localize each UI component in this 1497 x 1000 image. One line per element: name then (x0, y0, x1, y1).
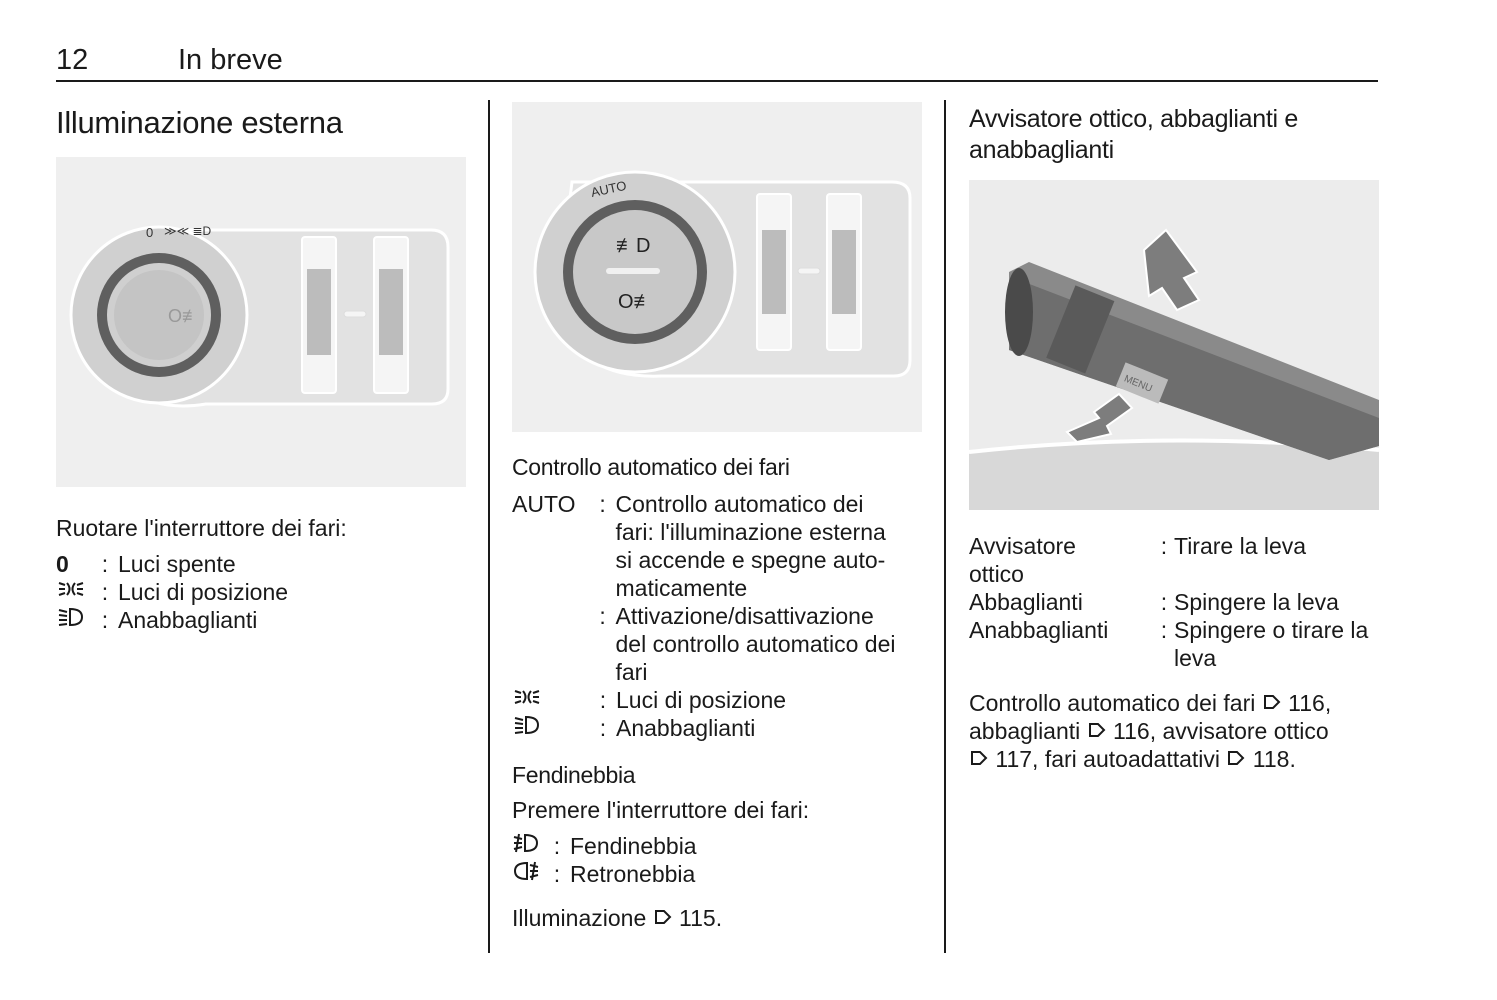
front-fog-icon (512, 832, 548, 860)
cross-reference: Controllo automatico dei fari 116, abbaglianti 116, avvisatore ottico 117, fari autoadattativi 118. (969, 690, 1332, 772)
item-description: Spingere o tirare la leva (1174, 617, 1369, 671)
list-item: : Anabbaglianti (56, 606, 468, 634)
list-item: Avvisatore ottico : Tirare la leva (969, 533, 1307, 587)
page-ref-icon (1262, 689, 1282, 717)
page-header (56, 44, 1378, 82)
page-ref[interactable]: 117, fari autoadattativi (995, 746, 1220, 772)
page-ref-icon (1087, 717, 1107, 745)
fog-list (512, 832, 924, 888)
item-label: Fendinebbia (570, 833, 697, 859)
list-item: Abbaglianti : Spingere la leva (969, 589, 1339, 615)
page-ref-icon (969, 745, 989, 773)
page-ref-icon (653, 904, 673, 932)
auto-symbol: AUTO (512, 491, 576, 517)
column-1 (56, 100, 468, 634)
svg-text:O≢: O≢ (618, 291, 654, 313)
svg-text:≫≪ ≣D: ≫≪ ≣D (164, 224, 212, 238)
low-beam-icon (512, 714, 594, 742)
item-label: Luci spente (118, 551, 236, 577)
list-item: : Fendinebbia (512, 832, 924, 860)
stalk-label: MENU (1122, 373, 1154, 395)
item-description: Tirare la leva (1174, 533, 1307, 559)
svg-text:O≢: O≢ (168, 306, 201, 326)
item-term: Anabbaglianti (969, 617, 1109, 643)
list-item: Anabbaglianti : Spingere o tirare la leva (969, 617, 1369, 671)
subsection-title: Avvisatore ottico, abbaglianti e anabbaglianti (969, 105, 1299, 164)
light-switch-illustration (56, 157, 466, 487)
column-2 (512, 100, 924, 932)
item-label: Anabbaglianti (616, 715, 756, 741)
subsection-title: Fendinebbia (512, 762, 636, 788)
page-ref-icon (1226, 745, 1246, 773)
page-ref[interactable]: 116, (1288, 690, 1332, 716)
list-item: : Attivazione/disattivazione del controllo automatico dei fari (512, 602, 924, 686)
instruction-text: Premere l'interruttore dei fari: (512, 797, 810, 823)
auto-light-switch-figure (512, 102, 922, 432)
dial-label: AUTO (589, 177, 628, 200)
list-item: : Anabbaglianti (512, 714, 924, 742)
light-switch-figure (56, 157, 466, 487)
item-label: Luci di posizione (616, 687, 787, 713)
column-divider (944, 100, 946, 953)
page-ref[interactable]: 116, avvisatore ottico (1113, 718, 1329, 744)
lights-off-icon: 0 (56, 551, 69, 577)
stalk-illustration (969, 180, 1379, 510)
auto-control-list (512, 490, 924, 742)
low-beam-icon (56, 606, 92, 634)
parking-lights-icon (56, 578, 92, 606)
instruction-text: Ruotare l'interruttore dei fari: (56, 515, 347, 541)
stalk-functions-list (969, 532, 1381, 672)
column-3 (969, 100, 1381, 773)
page-ref[interactable]: 115. (679, 905, 723, 931)
chapter-title: In breve (178, 44, 283, 76)
auto-light-switch-illustration (512, 102, 922, 432)
item-term: Avvisatore ottico (969, 533, 1076, 587)
item-description: Spingere la leva (1174, 589, 1339, 615)
rear-fog-icon (512, 860, 548, 888)
cross-reference: Illuminazione 115. (512, 905, 723, 931)
subsection-title: Controllo automatico dei fari (512, 454, 790, 480)
list-item: 0 : Luci spente (56, 551, 236, 577)
item-label: Retronebbia (570, 861, 696, 887)
symbol-list (56, 550, 468, 634)
list-item: AUTO : Controllo automatico dei fari: l'illuminazione esterna si accende e spegne auto- maticamente (512, 490, 924, 602)
stalk-figure (969, 180, 1379, 510)
item-description: Controllo automatico dei fari: l'illuminazione esterna si accende e spegne auto- maticamente (615, 491, 886, 601)
item-label: Anabbaglianti (118, 607, 258, 633)
svg-text:≢D: ≢D (616, 235, 651, 257)
page-number: 12 (56, 44, 89, 76)
item-term: Abbaglianti (969, 589, 1083, 615)
list-item: : Luci di posizione (512, 686, 924, 714)
item-description: Attivazione/disattivazione del controllo automatico dei fari (615, 603, 896, 685)
section-title: Illuminazione esterna (56, 105, 343, 140)
list-item: : Luci di posizione (56, 578, 468, 606)
column-divider (488, 100, 490, 953)
page-ref[interactable]: 118. (1252, 746, 1296, 772)
item-label: Luci di posizione (118, 579, 289, 605)
parking-lights-icon (512, 686, 594, 714)
list-item: : Retronebbia (512, 860, 924, 888)
dial-label: 0 (146, 225, 154, 240)
